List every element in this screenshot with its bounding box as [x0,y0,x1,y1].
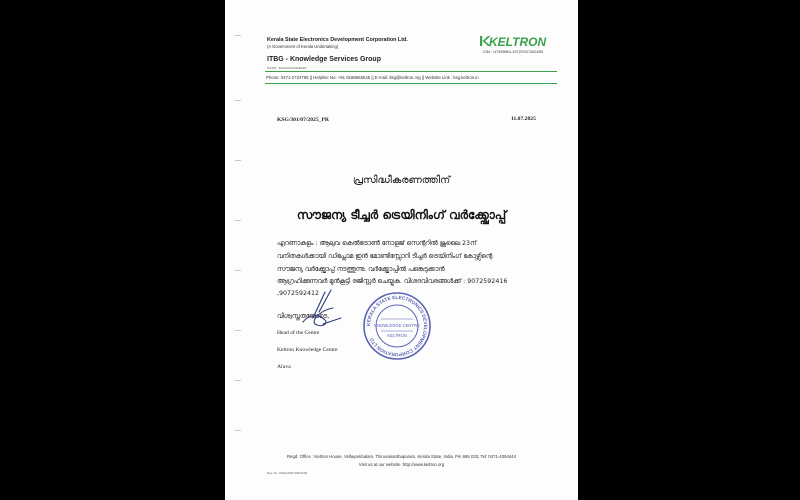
scan-mark [235,35,241,36]
cin-number: CIN : U74999KL1972SGC002450 [483,49,544,54]
seal-inner-line1: KNOWLEDGE CENTRE [374,323,420,328]
letter-page [225,0,578,500]
body-line: ആഗ്രഹിക്കുന്നവർ മുൻകൂട്ടി രജിസ്റ്റർ ചെയ്യുക. വിശദവിവരങ്ങൾക്ക് : 9072592416 [277,278,508,285]
footer-website: Visit us at our website :http://www.keltron.org [358,462,445,467]
header-divider-top [265,71,557,72]
main-title: സൗജന്യ ടീച്ചർ ട്രെയിനിംഗ് വർക്ക്ഷോപ്പ് [296,208,507,222]
org-subtitle: (A Government of Kerala Undertaking) [267,44,339,49]
seal-inner-line2: KELTRON [387,333,407,338]
body-line: വനിതകൾക്കായി ഡിപ്ലോമ ഇൻ മോണ്ടിസ്സോറി ടീച്ചർ ട്രെയിനിംഗ് കോഴ്സിന്റെ [277,253,493,260]
header-divider-bottom [265,83,557,84]
signatory-title: Head of the Centre [277,330,320,336]
scan-mark [235,270,241,271]
signatory-org: Keltron Knowledge Centre [277,347,338,353]
office-seal [361,290,433,362]
footer-regd-office: Regd. Office : Keltron House, Vellayambalam, Thiruvananthapuram, Kerala State, India. Pin 695 033, Tel: 0471-4094444 [286,454,517,459]
scan-mark [235,100,241,101]
scan-mark [235,380,241,381]
body-line: സൗജന്യ വർക്ക്ഷോപ്പ് നടത്തുന്നു. വർക്ക്ഷോപ്പിൽ പങ്കെടുക്കാൻ [277,266,445,273]
body-line: എറണാകുളം : ആലുവ കെൽട്രോൺ നോളജ് സെന്ററിൽ ജൂലൈ 23ന് [277,240,477,247]
regards: വിശ്വസ്തതയോടെ, [277,313,330,320]
notice-title: പ്രസിദ്ധീകരണത്തിന് [352,175,451,186]
doc-number: Doc. No : KSG/LR/01/V02/21/00 [267,471,308,475]
logo-wordmark: KELTRON [489,35,547,48]
signatory-place: Aluva [277,364,291,370]
seal-outer-text: KERALA STATE ELECTRONICS DEVELOPMENT CORPORATION LTD [366,295,428,357]
scan-mark [235,160,241,161]
group-name: ITBG - Knowledge Services Group [267,56,381,63]
gstin: GSTIN : 32AAACK3216E1ZS [267,66,307,70]
org-name: Kerala State Electronics Development Corporation Ltd. [267,37,408,43]
scan-mark [235,330,241,331]
scan-mark [235,430,241,431]
keltron-logo [480,34,558,48]
contact-line: Phone: 0471-2724765 || Helpline No: +91 9188665545 || E-mail: itkg@keltron.org || Website Link : ksg.keltron.in [266,75,479,80]
reference-number: KSG/301/07/2025_PR [277,117,329,123]
letter-date: 11.07.2025 [511,116,536,122]
handwritten-signature [295,288,347,332]
body-line: ,9072592412 [277,290,320,297]
